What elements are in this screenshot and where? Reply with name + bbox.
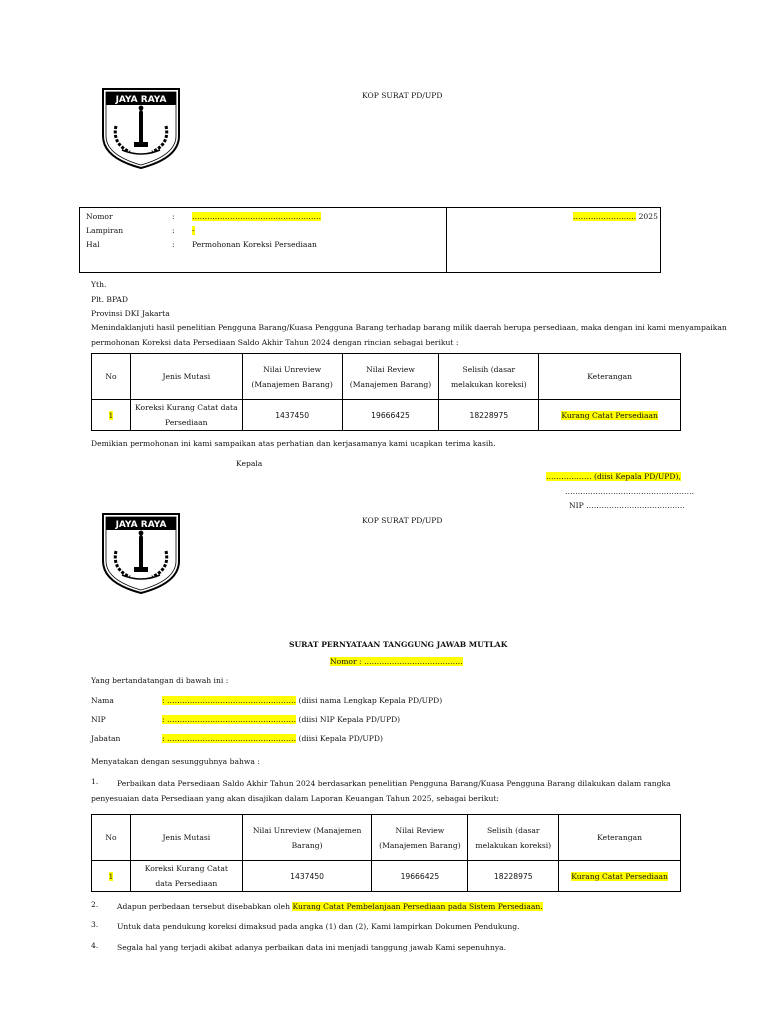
sign-underline: ……………………………………………	[565, 487, 695, 496]
declare-text: Menyatakan dengan sesungguhnya bahwa :	[91, 757, 260, 766]
nip-label: NIP	[91, 715, 106, 724]
table-header-row	[92, 354, 681, 400]
item-4-text: Segala hal yang terjadi akibat adanya perbaikan data ini menjadi tanggung jawab Kami sepenuhnya.	[117, 943, 507, 952]
colon: :	[172, 212, 175, 221]
intro-line-1: Menindaklanjuti hasil penelitian Pengguna Barang/Kuasa Pengguna Barang terhadap barang milik daerah berupa persediaan, maka dengan ini kami menyampaikan	[91, 323, 727, 332]
undersigned-text: Yang bertandatangan di bawah ini :	[91, 676, 229, 685]
cell-selisih: 18228975	[439, 400, 539, 431]
item-1-line-1: Perbaikan data Persediaan Saldo Akhir Tahun 2024 berdasarkan penelitian Pengguna Barang/Kuasa Pengguna Barang dilakukan dalam rangka	[117, 779, 671, 788]
kop-surat-1: KOP SURAT PD/UPD	[362, 91, 443, 100]
jaya-raya-logo	[100, 511, 182, 595]
colon: :	[172, 226, 175, 235]
nama-label: Nama	[91, 696, 114, 705]
header-selisih: Selisih (dasar melakukan koreksi)	[439, 354, 539, 400]
date-field[interactable]: …………………….	[573, 212, 637, 221]
item-1-number: 1.	[91, 777, 99, 786]
correction-table-2	[91, 814, 681, 892]
jabatan-label: Jabatan	[91, 734, 121, 743]
header-divider	[446, 207, 447, 273]
header-keterangan: Keterangan	[539, 354, 681, 400]
header-nilai-unreview: Nilai Unreview (Manajemen Barang)	[242, 354, 342, 400]
header-nilai-unreview: Nilai Unreview (Manajemen Barang)	[242, 815, 372, 861]
cell-no: 1	[92, 400, 131, 431]
cell-keterangan: Kurang Catat Persediaan	[559, 861, 681, 892]
item-2-line	[117, 902, 543, 911]
statement-title: SURAT PERNYATAAN TANGGUNG JAWAB MUTLAK	[289, 640, 508, 649]
svg-text:JAYA RAYA: JAYA RAYA	[115, 520, 167, 530]
sign-kepala: Kepala	[236, 459, 263, 468]
statement-nomor-field[interactable]: Nomor : …………………………………	[330, 657, 463, 666]
nip-field[interactable]: : ……………………………………………	[162, 715, 297, 724]
item-4-number: 4.	[91, 941, 99, 950]
addressee-yth: Yth.	[91, 280, 107, 289]
item-3-text: Untuk data pendukung koreksi dimaksud pada angka (1) dan (2), Kami lampirkan Dokumen Pendukung.	[117, 922, 520, 931]
hal-value: Permohonan Koreksi Persediaan	[192, 240, 317, 249]
kop-surat-2: KOP SURAT PD/UPD	[362, 516, 443, 525]
header-nilai-review: Nilai Review (Manajemen Barang)	[372, 815, 468, 861]
cell-no: 1	[92, 861, 131, 892]
sign-nip: NIP …………………………………	[569, 501, 685, 510]
header-no: No	[92, 354, 131, 400]
table-header-row	[92, 815, 681, 861]
addressee-plt: Plt. BPAD	[91, 295, 128, 304]
cell-jenis-mutasi: Koreksi Kurang Catat data Persediaan	[130, 400, 242, 431]
cell-nilai-review: 19666425	[372, 861, 468, 892]
header-jenis-mutasi: Jenis Mutasi	[130, 815, 242, 861]
nip-hint: (diisi NIP Kepala PD/UPD)	[298, 715, 401, 724]
table-row	[92, 400, 681, 431]
header-keterangan: Keterangan	[559, 815, 681, 861]
header-selisih: Selisih (dasar melakukan koreksi)	[468, 815, 559, 861]
sign-name-line	[546, 472, 681, 481]
statement-nomor-line	[330, 657, 463, 666]
item-3-number: 3.	[91, 920, 99, 929]
cell-jenis-mutasi: Koreksi Kurang Catat data Persediaan	[130, 861, 242, 892]
jabatan-field[interactable]: : ……………………………………………	[162, 734, 297, 743]
nama-row	[162, 696, 442, 705]
closing-text: Demikian permohonan ini kami sampaikan atas perhatian dan kerjasamanya kami ucapkan terima kasih.	[91, 439, 496, 448]
nomor-label: Nomor	[86, 212, 113, 221]
item-2-text: Adapun perbedaan tersebut disebabkan oleh	[117, 902, 291, 911]
date-line	[573, 212, 658, 221]
nama-field[interactable]: : ……………………………………………	[162, 696, 297, 705]
header-no: No	[92, 815, 131, 861]
intro-line-2: permohonan Koreksi data Persediaan Saldo Akhir Tahun 2024 dengan rincian sebagai berikut :	[91, 338, 459, 347]
header-nilai-review: Nilai Review (Manajemen Barang)	[342, 354, 439, 400]
cell-keterangan: Kurang Catat Persediaan	[539, 400, 681, 431]
item-1-line-2: penyesuaian data Persediaan yang akan disajikan dalam Laporan Keuangan Tahun 2025, sebagai berikut:	[91, 794, 499, 803]
jaya-raya-logo	[100, 86, 182, 170]
nama-hint: (diisi nama Lengkap Kepala PD/UPD)	[298, 696, 443, 705]
addressee-provinsi: Provinsi DKI Jakarta	[91, 309, 170, 318]
date-year: 2025	[638, 212, 658, 221]
colon: :	[172, 240, 175, 249]
lampiran-field[interactable]: -	[192, 226, 195, 235]
cell-nilai-review: 19666425	[342, 400, 439, 431]
table-row	[92, 861, 681, 892]
cell-nilai-unreview: 1437450	[242, 400, 342, 431]
jabatan-row	[162, 734, 383, 743]
header-jenis-mutasi: Jenis Mutasi	[130, 354, 242, 400]
item-2-highlight: Kurang Catat Pembelanjaan Persediaan pada Sistem Persediaan.	[292, 902, 543, 911]
correction-table-1	[91, 353, 681, 431]
hal-label: Hal	[86, 240, 100, 249]
nomor-field[interactable]: ……………………………………………	[192, 212, 322, 221]
jabatan-hint: (diisi Kepala PD/UPD)	[298, 734, 383, 743]
lampiran-label: Lampiran	[86, 226, 124, 235]
item-2-number: 2.	[91, 900, 99, 909]
cell-selisih: 18228975	[468, 861, 559, 892]
sign-name-field[interactable]: ……………… (diisi Kepala PD/UPD),	[546, 472, 681, 481]
svg-text:JAYA RAYA: JAYA RAYA	[115, 95, 167, 105]
nip-row	[162, 715, 400, 724]
cell-nilai-unreview: 1437450	[242, 861, 372, 892]
